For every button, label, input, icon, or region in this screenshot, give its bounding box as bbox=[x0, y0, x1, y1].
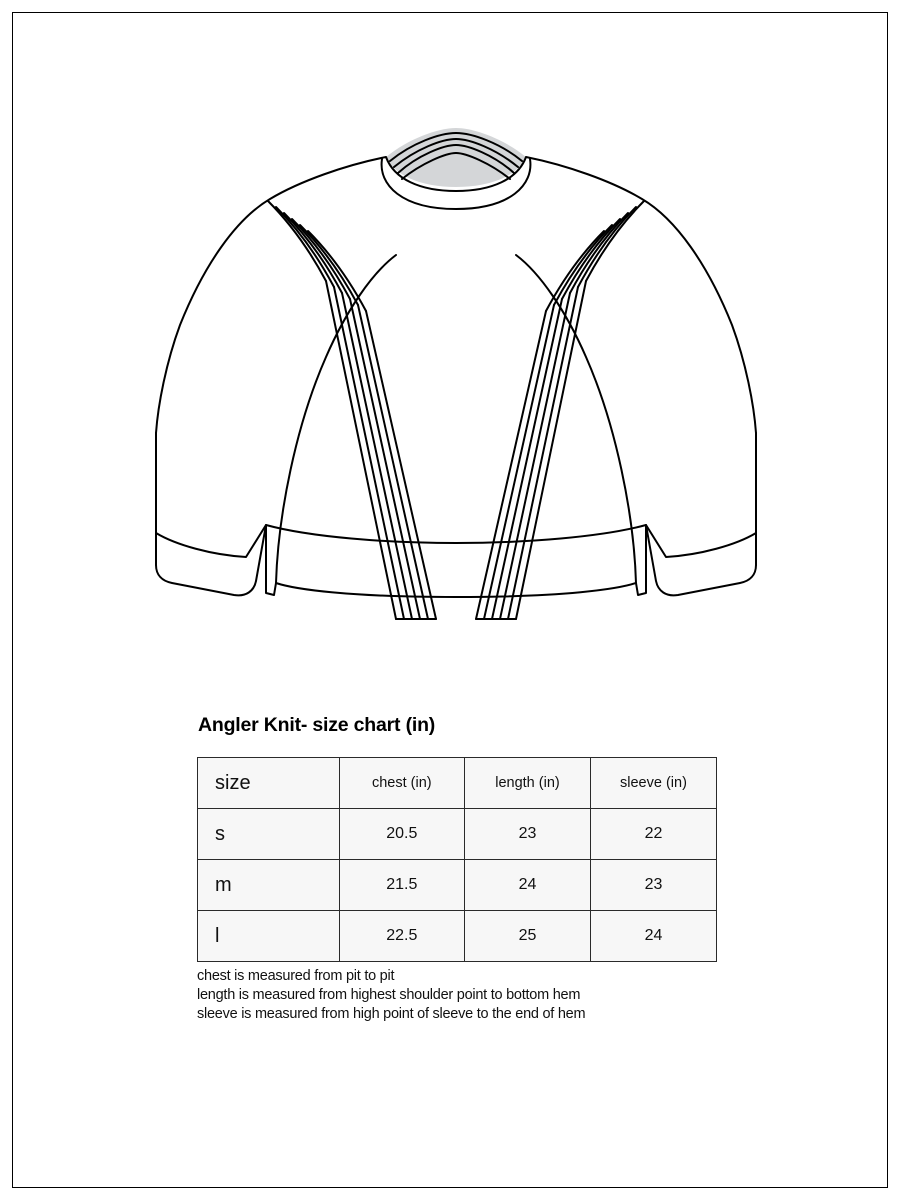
cell-chest: 20.5 bbox=[339, 809, 464, 860]
body-outline bbox=[156, 157, 756, 597]
table-header-row bbox=[198, 758, 717, 809]
note-sleeve: sleeve is measured from high point of sleeve to the end of hem bbox=[197, 1006, 586, 1022]
cell-size: s bbox=[198, 809, 340, 860]
table-row bbox=[198, 809, 717, 860]
sweatshirt-flat-svg bbox=[150, 95, 760, 695]
cell-size: l bbox=[198, 911, 340, 962]
note-chest: chest is measured from pit to pit bbox=[197, 968, 395, 984]
column-header-chest: chest (in) bbox=[339, 758, 464, 809]
cell-chest: 22.5 bbox=[339, 911, 464, 962]
column-header-sleeve: sleeve (in) bbox=[590, 758, 716, 809]
column-header-length: length (in) bbox=[465, 758, 591, 809]
cell-length: 25 bbox=[465, 911, 591, 962]
column-header-size: size bbox=[198, 758, 340, 809]
page-title: Angler Knit- size chart (in) bbox=[198, 714, 436, 736]
measurement-notes bbox=[197, 967, 757, 1024]
garment-illustration bbox=[150, 95, 760, 695]
note-length: length is measured from highest shoulder point to bottom hem bbox=[197, 987, 581, 1003]
cell-size: m bbox=[198, 860, 340, 911]
cell-sleeve: 23 bbox=[590, 860, 716, 911]
cell-length: 23 bbox=[465, 809, 591, 860]
cell-sleeve: 22 bbox=[590, 809, 716, 860]
cell-length: 24 bbox=[465, 860, 591, 911]
cell-sleeve: 24 bbox=[590, 911, 716, 962]
size-chart-table bbox=[197, 757, 717, 962]
cell-chest: 21.5 bbox=[339, 860, 464, 911]
table-row bbox=[198, 911, 717, 962]
table-row bbox=[198, 860, 717, 911]
